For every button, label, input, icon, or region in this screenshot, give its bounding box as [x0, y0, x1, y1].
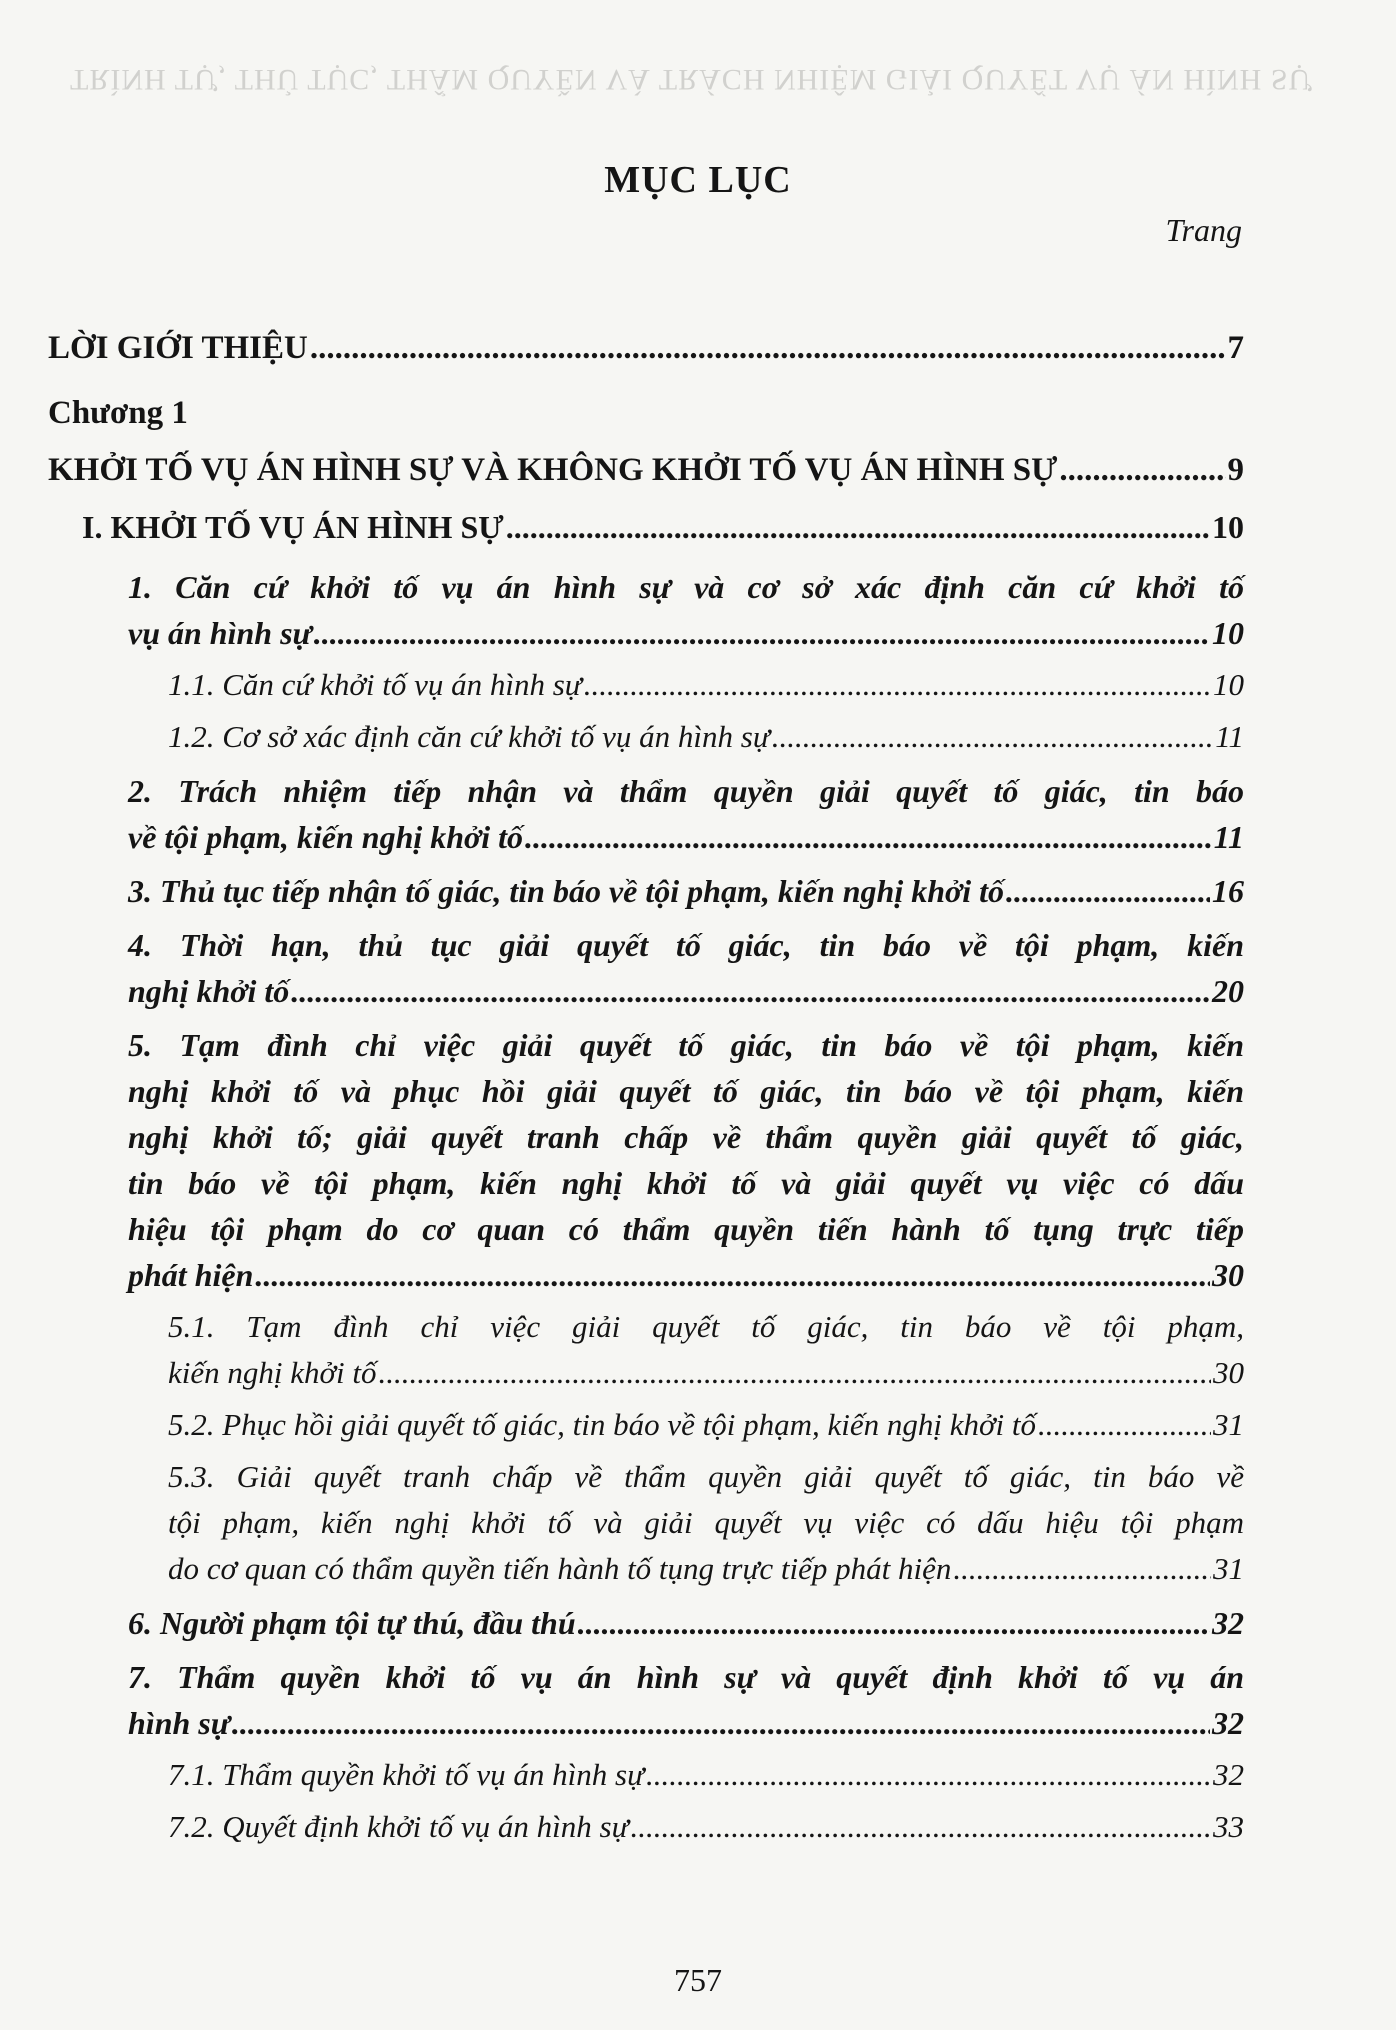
- toc-entry-text: 6. Người phạm tội tự thú, đầu thú: [128, 1605, 576, 1641]
- page-number: 757: [674, 1962, 722, 1998]
- toc-entry-5-3[interactable]: [48, 1454, 1244, 1592]
- toc-entry-text: LỜI GIỚI THIỆU: [48, 330, 308, 366]
- toc-entry-5[interactable]: [48, 1022, 1244, 1298]
- toc-page-number: 10: [1212, 509, 1244, 545]
- toc-entry-text: I. KHỞI TỐ VỤ ÁN HÌNH SỰ: [82, 509, 504, 545]
- toc-page-number: 11: [1213, 819, 1244, 855]
- toc-page-number: 32: [1212, 1705, 1244, 1741]
- dot-leader: [291, 968, 1210, 1014]
- dot-leader: [584, 662, 1211, 708]
- toc-page-number: 32: [1212, 1605, 1244, 1641]
- toc-entry-2[interactable]: [48, 768, 1244, 860]
- toc-entry-chapter-1[interactable]: [48, 442, 1244, 499]
- toc-entry-line: 5.3. Giải quyết tranh chấp về thẩm quyền giải quyết tố giác, tin báo về: [168, 1459, 1244, 1494]
- toc-entry-7-1[interactable]: [48, 1752, 1244, 1798]
- toc-entry-text: 1.2. Cơ sở xác định căn cứ khởi tố vụ án hình sự: [168, 719, 770, 754]
- toc-entry-line: hiệu tội phạm do cơ quan có thẩm quyền tiến hành tố tụng trực tiếp: [128, 1211, 1244, 1247]
- dot-leader: [646, 1752, 1211, 1798]
- toc-entry-text: kiến nghị khởi tố: [168, 1355, 377, 1390]
- toc-page-number: 7: [1227, 330, 1244, 366]
- toc-page-number: 20: [1212, 973, 1244, 1009]
- dot-leader: [953, 1546, 1211, 1592]
- dot-leader: [310, 320, 1226, 377]
- toc-page-number: 9: [1227, 452, 1244, 488]
- toc-entry-text: 3. Thủ tục tiếp nhận tố giác, tin báo về tội phạm, kiến nghị khởi tố: [128, 873, 1004, 909]
- dot-leader: [506, 499, 1210, 556]
- toc-page-number: 31: [1213, 1407, 1244, 1442]
- toc-entry-text: nghị khởi tố: [128, 973, 290, 1009]
- dot-leader: [1006, 868, 1210, 914]
- dot-leader: [525, 814, 1212, 860]
- toc-entry-4[interactable]: [48, 922, 1244, 1014]
- dot-leader: [1038, 1402, 1211, 1448]
- toc-entry-text: hình sự: [128, 1705, 230, 1741]
- dot-leader: [578, 1600, 1210, 1646]
- toc-entry-line: 1. Căn cứ khởi tố vụ án hình sự và cơ sở xác định căn cứ khởi tố: [128, 569, 1244, 605]
- toc-page-number: 16: [1212, 873, 1244, 909]
- toc-entry-line: 2. Trách nhiệm tiếp nhận và thẩm quyền giải quyết tố giác, tin báo: [128, 773, 1244, 809]
- dot-leader: [772, 714, 1214, 760]
- toc-entry-text: 7.2. Quyết định khởi tố vụ án hình sự: [168, 1809, 629, 1844]
- toc-entry-3[interactable]: [48, 868, 1244, 914]
- dot-leader: [379, 1350, 1211, 1396]
- bleed-through-header: TRÌNH TỰ, THỦ TỤC, THẨM QUYỀN VÀ TRÁCH NHIỆM GIẢI QUYẾT VỤ ÁN HÌNH SỰ: [70, 63, 1313, 96]
- toc-page-number: 32: [1213, 1757, 1244, 1792]
- toc-entry-text: KHỞI TỐ VỤ ÁN HÌNH SỰ VÀ KHÔNG KHỞI TỐ VỤ ÁN HÌNH SỰ: [48, 452, 1058, 488]
- toc-entry-text: 7.1. Thẩm quyền khởi tố vụ án hình sự: [168, 1757, 645, 1792]
- toc-entry-text: phát hiện: [128, 1257, 254, 1293]
- toc-page-number: 10: [1213, 667, 1244, 702]
- toc-entry-1-2[interactable]: [48, 714, 1244, 760]
- toc-page-number: 30: [1212, 1257, 1244, 1293]
- toc-entry-line: tội phạm, kiến nghị khởi tố và giải quyết vụ việc có dấu hiệu tội phạm: [168, 1505, 1244, 1540]
- toc-entry-text: vụ án hình sự: [128, 615, 312, 651]
- toc-page-number: 31: [1213, 1551, 1244, 1586]
- toc-page-number: 10: [1212, 615, 1244, 651]
- toc-entry-text: về tội phạm, kiến nghị khởi tố: [128, 819, 523, 855]
- toc-entry-line: tin báo về tội phạm, kiến nghị khởi tố và giải quyết vụ việc có dấu: [128, 1165, 1244, 1201]
- toc-page-number: 33: [1213, 1809, 1244, 1844]
- toc-entry-line: 7. Thẩm quyền khởi tố vụ án hình sự và quyết định khởi tố vụ án: [128, 1659, 1244, 1695]
- toc-page-number: 11: [1215, 719, 1244, 754]
- toc-entry-7[interactable]: [48, 1654, 1244, 1746]
- toc-entry-line: nghị khởi tố; giải quyết tranh chấp về thẩm quyền giải quyết tố giác,: [128, 1119, 1244, 1155]
- chapter-label-text: Chương 1: [48, 395, 188, 431]
- toc-entry-text: do cơ quan có thẩm quyền tiến hành tố tụng trực tiếp phát hiện: [168, 1551, 952, 1586]
- dot-leader: [255, 1252, 1210, 1298]
- dot-leader: [314, 610, 1210, 656]
- table-of-contents: [48, 320, 1244, 1850]
- toc-entry-5-2[interactable]: [48, 1402, 1244, 1448]
- toc-entry-line: 5.1. Tạm đình chỉ việc giải quyết tố giác, tin báo về tội phạm,: [168, 1309, 1244, 1344]
- dot-leader: [631, 1804, 1211, 1850]
- dot-leader: [232, 1700, 1210, 1746]
- page-column-label: Trang: [1165, 212, 1242, 248]
- toc-entry-loi-gioi-thieu[interactable]: [48, 320, 1244, 377]
- toc-entry-5-1[interactable]: [48, 1304, 1244, 1396]
- toc-entry-text: 1.1. Căn cứ khởi tố vụ án hình sự: [168, 667, 582, 702]
- toc-entry-line: nghị khởi tố và phục hồi giải quyết tố giác, tin báo về tội phạm, kiến: [128, 1073, 1244, 1109]
- chapter-label: [48, 385, 1244, 442]
- toc-entry-text: 5.2. Phục hồi giải quyết tố giác, tin báo về tội phạm, kiến nghị khởi tố: [168, 1407, 1037, 1442]
- toc-entry-section-1[interactable]: [48, 499, 1244, 556]
- page-title: MỤC LỤC: [604, 159, 792, 201]
- toc-entry-7-2[interactable]: [48, 1804, 1244, 1850]
- toc-entry-line: 5. Tạm đình chỉ việc giải quyết tố giác, tin báo về tội phạm, kiến: [128, 1027, 1244, 1063]
- toc-page-number: 30: [1213, 1355, 1244, 1390]
- toc-entry-1[interactable]: [48, 564, 1244, 656]
- dot-leader: [1059, 442, 1225, 499]
- toc-entry-6[interactable]: [48, 1600, 1244, 1646]
- toc-entry-1-1[interactable]: [48, 662, 1244, 708]
- toc-entry-line: 4. Thời hạn, thủ tục giải quyết tố giác, tin báo về tội phạm, kiến: [128, 927, 1244, 963]
